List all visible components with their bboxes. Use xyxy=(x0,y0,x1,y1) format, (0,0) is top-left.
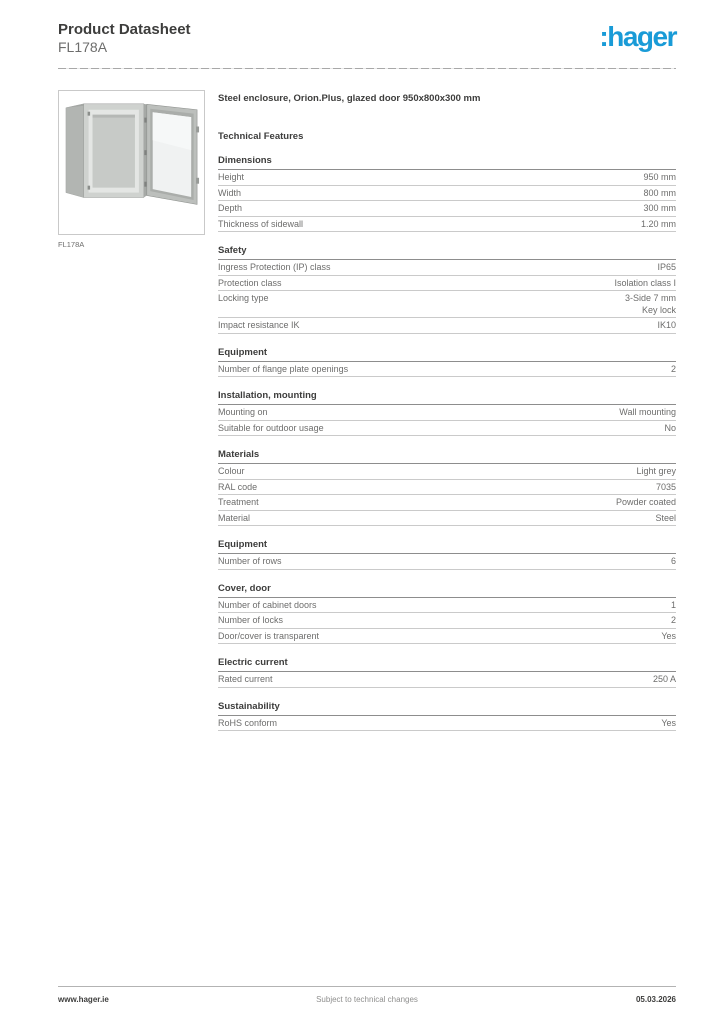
spec-label: Number of rows xyxy=(218,556,282,566)
spec-section-title: Materials xyxy=(218,449,676,464)
spec-value-line: IP65 xyxy=(657,262,676,272)
spec-value-line: Yes xyxy=(661,717,676,728)
footer-note: Subject to technical changes xyxy=(316,995,418,1004)
page-title: Product Datasheet xyxy=(58,21,191,38)
spec-label: Door/cover is transparent xyxy=(218,630,320,641)
spec-row xyxy=(218,362,676,378)
spec-row xyxy=(218,480,676,496)
spec-value xyxy=(655,513,676,525)
spec-label: Protection class xyxy=(218,277,282,288)
technical-features-heading: Technical Features xyxy=(218,131,304,142)
spec-section xyxy=(218,701,676,732)
spec-value-line: Isolation class I xyxy=(614,277,676,288)
spec-row xyxy=(218,186,676,202)
spec-row xyxy=(218,421,676,437)
spec-value xyxy=(643,188,676,200)
spec-section-title: Equipment xyxy=(218,539,676,554)
spec-label: RAL code xyxy=(218,481,258,492)
footer xyxy=(58,986,676,1004)
product-image xyxy=(58,90,205,235)
spec-value-line: 2 xyxy=(670,363,676,374)
spec-section xyxy=(218,539,676,570)
spec-value-line: 1.20 mm xyxy=(640,218,676,229)
spec-value-line: Powder coated xyxy=(615,497,676,507)
spec-label: Depth xyxy=(218,203,243,213)
spec-value-line: 950 mm xyxy=(643,172,676,182)
spec-label: Impact resistance IK xyxy=(218,320,300,330)
spec-label: Mounting on xyxy=(218,407,268,417)
spec-section xyxy=(218,657,676,688)
spec-row xyxy=(218,629,676,645)
spec-value-line: 300 mm xyxy=(643,203,676,213)
spec-value xyxy=(641,219,676,231)
main-content xyxy=(58,90,676,731)
header xyxy=(58,21,676,56)
spec-row xyxy=(218,598,676,614)
spec-value xyxy=(671,615,676,627)
spec-row xyxy=(218,495,676,511)
spec-row xyxy=(218,291,676,318)
spec-label: Number of locks xyxy=(218,615,284,625)
spec-value xyxy=(643,203,676,215)
spec-value xyxy=(661,631,676,643)
specs-column xyxy=(218,90,676,731)
spec-section-title: Equipment xyxy=(218,347,676,362)
spec-value-line: No xyxy=(664,422,676,433)
spec-section xyxy=(218,390,676,436)
image-caption: FL178A xyxy=(58,240,85,249)
spec-value xyxy=(616,497,676,509)
spec-value-line: Steel xyxy=(655,512,676,523)
product-description: Steel enclosure, Orion.Plus, glazed door 950x800x300 mm xyxy=(218,93,481,104)
spec-value-line: 800 mm xyxy=(643,187,676,198)
spec-row xyxy=(218,464,676,480)
spec-value-line: 1 xyxy=(670,599,676,610)
spec-value xyxy=(625,293,676,316)
spec-label: Treatment xyxy=(218,497,259,507)
spec-label: RoHS conform xyxy=(218,717,278,728)
spec-label: Material xyxy=(218,512,251,523)
spec-value xyxy=(656,482,676,494)
spec-value xyxy=(619,407,676,419)
spec-section-title: Safety xyxy=(218,245,676,260)
spec-value xyxy=(643,172,676,184)
spec-label: Suitable for outdoor usage xyxy=(218,422,324,433)
header-divider xyxy=(58,68,676,69)
spec-section-title: Electric current xyxy=(218,657,676,672)
spec-row xyxy=(218,613,676,629)
spec-row xyxy=(218,318,676,334)
spec-row xyxy=(218,716,676,732)
spec-section xyxy=(218,245,676,334)
footer-website-link[interactable]: www.hager.ie xyxy=(58,995,109,1004)
spec-value xyxy=(657,262,676,274)
spec-row xyxy=(218,276,676,292)
spec-section-title: Sustainability xyxy=(218,701,676,716)
spec-value xyxy=(671,600,676,612)
spec-label: Number of cabinet doors xyxy=(218,599,317,610)
spec-value-line: 7035 xyxy=(655,481,676,492)
spec-section-title: Cover, door xyxy=(218,583,676,598)
spec-row xyxy=(218,170,676,186)
spec-row xyxy=(218,217,676,233)
spec-value-line: IK10 xyxy=(657,320,676,330)
spec-label: Width xyxy=(218,187,242,198)
spec-section xyxy=(218,347,676,378)
product-reference: FL178A xyxy=(58,39,108,55)
spec-value-line: 2 xyxy=(670,615,676,625)
spec-value-line: Light grey xyxy=(636,466,676,476)
spec-label: Locking type xyxy=(218,293,269,303)
spec-label: Number of flange plate openings xyxy=(218,363,349,374)
spec-value xyxy=(614,278,676,290)
spec-value xyxy=(657,320,676,332)
spec-value-line: Wall mounting xyxy=(619,407,676,417)
spec-section xyxy=(218,449,676,526)
spec-row xyxy=(218,260,676,276)
spec-value xyxy=(653,674,676,686)
spec-label: Thickness of sidewall xyxy=(218,218,304,229)
spec-section xyxy=(218,155,676,232)
spec-sections xyxy=(218,155,676,731)
spec-value-line: Yes xyxy=(661,630,676,641)
spec-row xyxy=(218,672,676,688)
spec-label: Colour xyxy=(218,466,245,476)
footer-date: 05.03.2026 xyxy=(635,995,676,1004)
spec-section xyxy=(218,583,676,645)
product-figure xyxy=(58,90,205,731)
hager-logo: :hager xyxy=(599,21,676,52)
spec-value xyxy=(661,718,676,730)
header-title-block xyxy=(58,21,191,56)
spec-section-title: Installation, mounting xyxy=(218,390,676,405)
spec-value-line: 6 xyxy=(670,556,676,566)
spec-section-title: Dimensions xyxy=(218,155,676,170)
spec-value xyxy=(671,556,676,568)
spec-label: Rated current xyxy=(218,674,273,684)
spec-value-line: 3-Side 7 mm xyxy=(624,293,676,303)
spec-row xyxy=(218,554,676,570)
spec-value xyxy=(671,364,676,376)
spec-value-line: Key lock xyxy=(641,304,676,315)
spec-row xyxy=(218,511,676,527)
spec-row xyxy=(218,201,676,217)
spec-value xyxy=(636,466,676,478)
spec-row xyxy=(218,405,676,421)
enclosure-illustration xyxy=(59,91,204,234)
spec-label: Height xyxy=(218,172,245,182)
spec-label: Ingress Protection (IP) class xyxy=(218,262,331,272)
spec-value-line: 250 A xyxy=(652,674,676,684)
spec-value xyxy=(664,423,676,435)
